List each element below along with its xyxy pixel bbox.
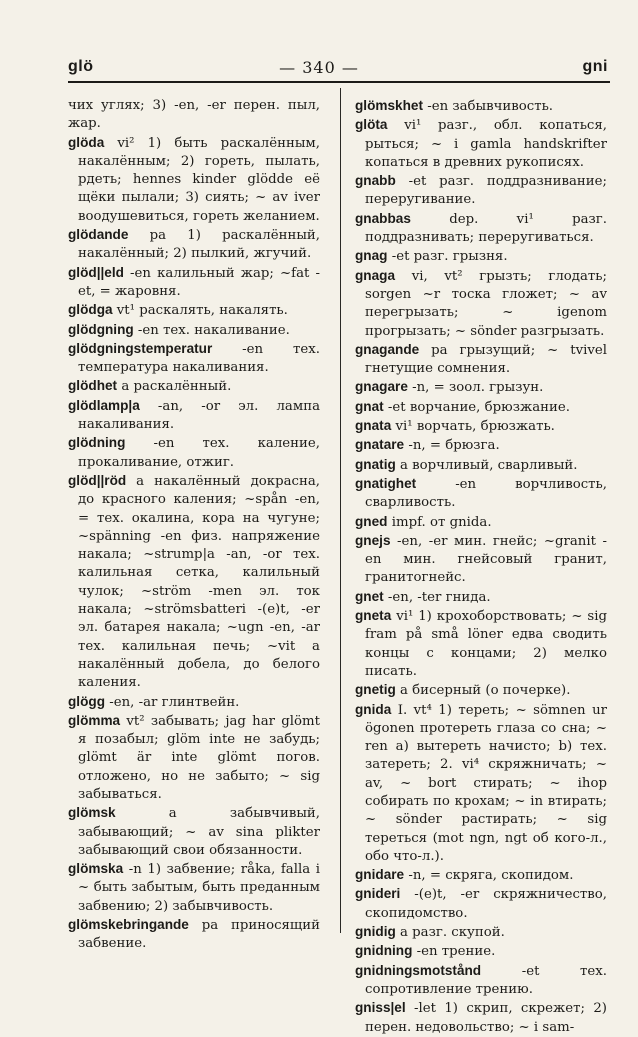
dictionary-entry: gneta vi¹ 1) крохоборствовать; ~ sig fram på små löner едва сводить концы с концами; 2) мелко писать.	[355, 608, 607, 679]
headword: glögg	[68, 693, 105, 709]
headword: glömsk	[68, 805, 116, 821]
headword: gnat	[355, 398, 384, 414]
headword: glömskhet	[355, 98, 423, 113]
page-number: — 340 —	[279, 58, 359, 77]
headword: gnaga	[355, 267, 396, 283]
headword: glödning	[68, 435, 126, 451]
headword: glöda	[68, 134, 105, 150]
headword: gneta	[355, 608, 392, 624]
dictionary-entry: gnideri -(e)t, -er скряжничество, скопидомство.	[355, 886, 607, 921]
dictionary-entry: glöd||eld -en калильный жар; ~fat -et, = жаровня.	[68, 264, 320, 299]
dictionary-entry: gnidning -en трение.	[355, 943, 496, 960]
dictionary-entry: glödgningstemperatur -en тех. температура накаливания.	[68, 340, 320, 376]
dictionary-entry: gnatare -n, = брюзга.	[355, 437, 500, 454]
dictionary-entry: glöda vi² 1) быть раскалённым, накалённым; 2) гореть, пылать, рдеть; hennes kinder glödde её щёки пылали; 3) сиять; ~ av iver воодушевиться, гореть желанием.	[68, 134, 320, 224]
dictionary-entry: glömska -n 1) забвение; råka, falla i ~ быть забытым, быть преданным забвению; 2) забывчивость.	[68, 861, 320, 914]
headword: glödga	[68, 302, 113, 318]
headword: glöd||röd	[68, 472, 127, 488]
header-left-guide-word: glö	[68, 58, 94, 75]
dictionary-entry: gnagande pa грызущий; ~ tvivel гнетущие сомнения.	[355, 341, 607, 377]
headword: gniss|el	[355, 1000, 406, 1016]
headword: gnet	[355, 588, 384, 604]
dictionary-entry: gnata vi¹ ворчать, брюзжать.	[355, 418, 555, 435]
headword: glödlamp|a	[68, 397, 140, 413]
headword: gnideri	[355, 886, 401, 902]
dictionary-entry: glödlamp|a -an, -or эл. лампа накаливания.	[68, 397, 320, 433]
dictionary-entry: gnaga vi, vt² грызть; глодать; sorgen ~r тоска гложет; ~ av перегрызать; ~ igenom прогрызать; ~ sönder разгрызать.	[355, 267, 607, 339]
dictionary-entry: gnidare -n, = скряга, скопидом.	[355, 867, 574, 884]
header-rule	[68, 81, 610, 83]
dictionary-entry: glöd||röd a накалённый докрасна, до красного каления; ~spån -en, = тех. окалина, кора на чугуне; ~spänning -en физ. напряжение накала; ~strump|a -an, -or тех. калильная сетка, калильный чулок; ~ström -men эл. ток накала; ~strömsbatteri -(e)t, -er эл. батарея накала; ~ugn -en, -ar тех. калильная печь; ~vit a накалённый добела, до белого каления.	[68, 472, 320, 691]
dictionary-entry: gnet -en, -ter гнида.	[355, 588, 491, 605]
headword: glöd||eld	[68, 264, 124, 280]
column-divider	[340, 88, 341, 933]
dictionary-entry: gned impf. от gnida.	[355, 513, 492, 530]
headword: gnidig	[355, 924, 396, 940]
headword: glömska	[68, 861, 124, 877]
headword: gnabbas	[355, 210, 411, 226]
headword: glömskebringande	[68, 917, 189, 933]
headword: gnatighet	[355, 475, 417, 491]
dictionary-entry: gnejs -en, -er мин. гнейс; ~granit -en мин. гнейсовый гранит, гранитогнейс.	[355, 532, 607, 586]
headword: gnag	[355, 248, 388, 264]
headword: gnata	[355, 418, 392, 434]
headword: gnidningsmotstånd	[355, 962, 482, 978]
headword: glödande	[68, 227, 129, 243]
dictionary-entry: gnatig a ворчливый, сварливый.	[355, 456, 578, 473]
headword: gnejs	[355, 532, 391, 548]
headword: gnagare	[355, 379, 408, 395]
dictionary-entry: glödning -en тех. каление, прокаливание, отжиг.	[68, 435, 320, 470]
headword: gnetig	[355, 682, 396, 698]
dictionary-entry: gnag -et разг. грызня.	[355, 248, 508, 265]
dictionary-entry: gnat -et ворчание, брюзжание.	[355, 398, 570, 415]
dictionary-entry: чих углях; 3) -en, -er перен. пыл, жар.	[68, 98, 320, 132]
dictionary-entry: gniss|el -let 1) скрип, скрежет; 2) перен. недовольство; ~ i sam-	[355, 1000, 607, 1035]
headword: gned	[355, 513, 388, 529]
page-header	[0, 58, 638, 80]
right-column	[355, 97, 607, 1037]
headword: glödgningstemperatur	[68, 340, 213, 356]
headword: gnabb	[355, 173, 396, 189]
headword: gnatig	[355, 456, 396, 472]
header-right-guide-word: gni	[582, 58, 608, 75]
headword: gnidare	[355, 867, 405, 883]
dictionary-entry: glödande pa 1) раскалённый, накалённый; 2) пылкий, жгучий.	[68, 227, 320, 262]
headword: glödhet	[68, 378, 118, 394]
dictionary-entry: gnetig a бисерный (о почерке).	[355, 682, 571, 699]
dictionary-entry: gnida I. vt⁴ 1) тереть; ~ sömnen ur ögonen протереть глаза со сна; ~ ren а) вытереть начисто; b) тех. затереть; 2. vi⁴ скряжничать; ~ av, ~ bort стирать; ~ ihop собирать по крохам; ~ in втирать; ~ sönder растирать; ~ sig тереться (mot ngn, ngt об кого-л., обо что-л.).	[355, 701, 607, 864]
headword: gnidning	[355, 943, 413, 959]
dictionary-entry: gnidig a разг. скупой.	[355, 924, 505, 941]
headword: gnatare	[355, 437, 405, 453]
dictionary-entry: gnabb -et разг. поддразнивание; переругивание.	[355, 173, 607, 208]
headword: glöta	[355, 117, 388, 133]
dictionary-entry: glömsk a забывчивый, забывающий; ~ av sina plikter забывающий свои обязанности.	[68, 805, 320, 858]
dictionary-entry: glömskebringande pa приносящий забвение.	[68, 917, 320, 952]
dictionary-entry: glödhet a раскалённый.	[68, 378, 232, 395]
headword: glömma	[68, 712, 121, 728]
dictionary-entry: glödga vt¹ раскалять, накалять.	[68, 302, 288, 319]
dictionary-entry: glömma vt² забывать; jag har glömt я позабыл; glöm inte не забудь; glömt är inte glömt погов. отложено, но не забыто; ~ sig забываться.	[68, 712, 320, 802]
dictionary-entry: gnagare -n, = зоол. грызун.	[355, 379, 544, 396]
headword: gnagande	[355, 341, 420, 357]
dictionary-entry: glögg -en, -ar глинтвейн.	[68, 693, 240, 710]
left-column	[68, 97, 320, 954]
dictionary-entry: gnatighet -en ворчливость, сварливость.	[355, 475, 607, 511]
dictionary-entry: glömskhet -en забывчивость.	[355, 98, 554, 114]
headword: glödgning	[68, 321, 134, 337]
dictionary-entry: glöta vi¹ разг., обл. копаться, рыться; ~ i gamla handskrifter копаться в древних рукописях.	[355, 117, 607, 170]
dictionary-entry: glödgning -en тех. накаливание.	[68, 321, 290, 338]
dictionary-entry: gnidningsmotstånd -et тех. сопротивление трению.	[355, 962, 607, 997]
dictionary-entry: gnabbas dep. vi¹ разг. поддразнивать; переругиваться.	[355, 210, 607, 246]
headword: gnida	[355, 701, 392, 717]
